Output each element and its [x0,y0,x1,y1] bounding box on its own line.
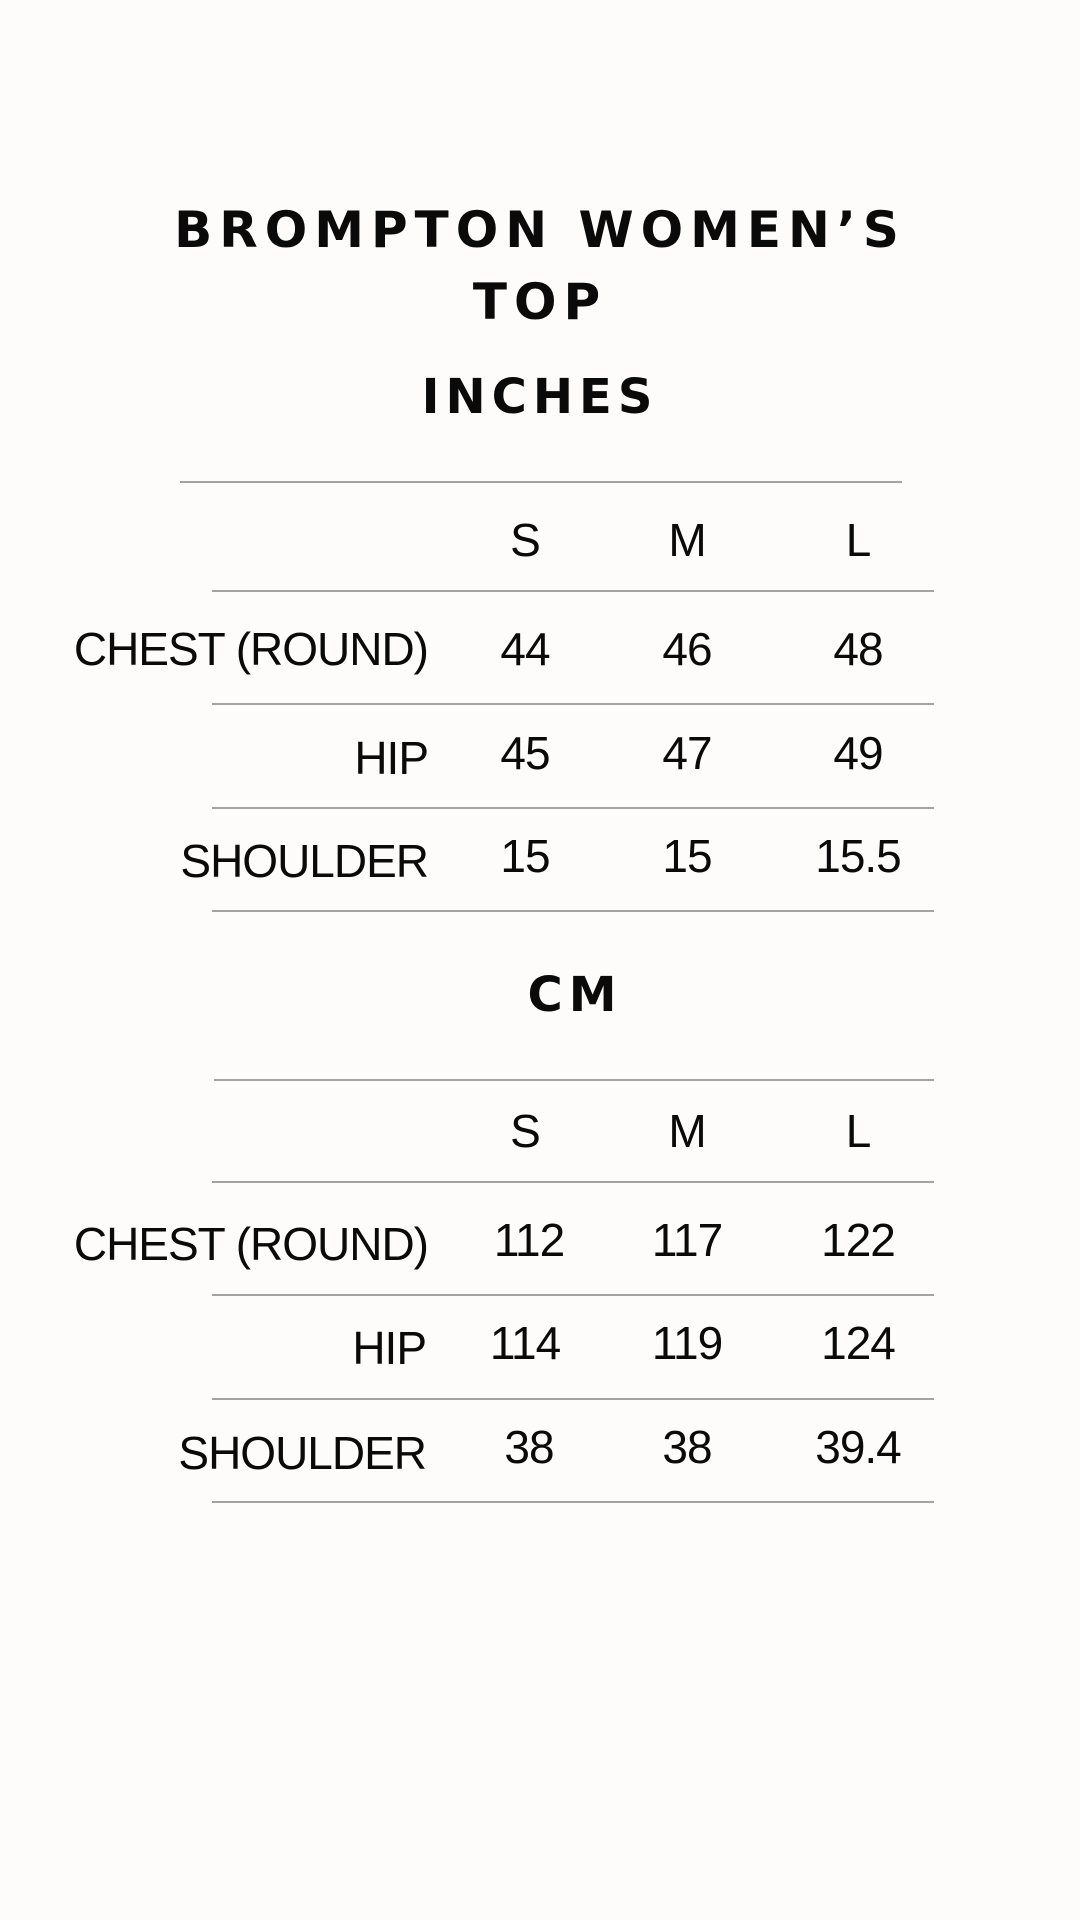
row-label-hip: HIP [354,732,428,784]
page-title-line-2: TOP [472,273,608,331]
cell-hip-m: 119 [651,1317,723,1369]
page-title-line-1: BROMPTON WOMEN’S [174,201,906,259]
row-divider [212,590,934,592]
table-top-rule [214,1079,934,1081]
cell-shoulder-l: 15.5 [815,830,901,882]
cell-hip-m: 47 [662,727,712,779]
row-divider [212,1398,934,1400]
row-divider [212,703,934,705]
cell-shoulder-s: 38 [504,1421,554,1473]
size-header-m: M [668,1105,706,1157]
cell-chest-s: 44 [500,623,550,675]
row-divider [212,1501,934,1503]
row-divider [212,1181,934,1183]
row-divider [212,910,934,912]
cell-chest-l: 122 [821,1214,895,1266]
cell-hip-l: 49 [833,727,883,779]
row-divider [212,1294,934,1296]
size-header-s: S [510,1105,540,1157]
row-label-shoulder: SHOULDER [180,835,428,887]
size-header-l: L [845,514,871,566]
cell-shoulder-m: 15 [662,830,712,882]
table-top-rule [180,481,902,483]
row-divider [212,807,934,809]
row-label-shoulder: SHOULDER [178,1427,426,1479]
cell-shoulder-m: 38 [662,1421,712,1473]
cell-chest-m: 117 [651,1214,723,1266]
cell-shoulder-l: 39.4 [815,1421,901,1473]
unit-heading-cm: CM [527,967,623,1023]
cell-chest-l: 48 [833,623,883,675]
row-label-chest: CHEST (ROUND) [73,1218,428,1270]
unit-heading-inches: INCHES [421,369,659,425]
size-header-s: S [510,514,540,566]
row-label-chest: CHEST (ROUND) [73,623,428,675]
cell-chest-s: 112 [493,1214,565,1266]
cell-hip-s: 45 [500,727,550,779]
cell-shoulder-s: 15 [500,830,550,882]
size-header-m: M [668,514,706,566]
row-label-hip: HIP [352,1322,426,1374]
cell-hip-l: 124 [821,1317,895,1369]
cell-hip-s: 114 [489,1317,561,1369]
cell-chest-m: 46 [662,623,712,675]
size-header-l: L [845,1105,871,1157]
